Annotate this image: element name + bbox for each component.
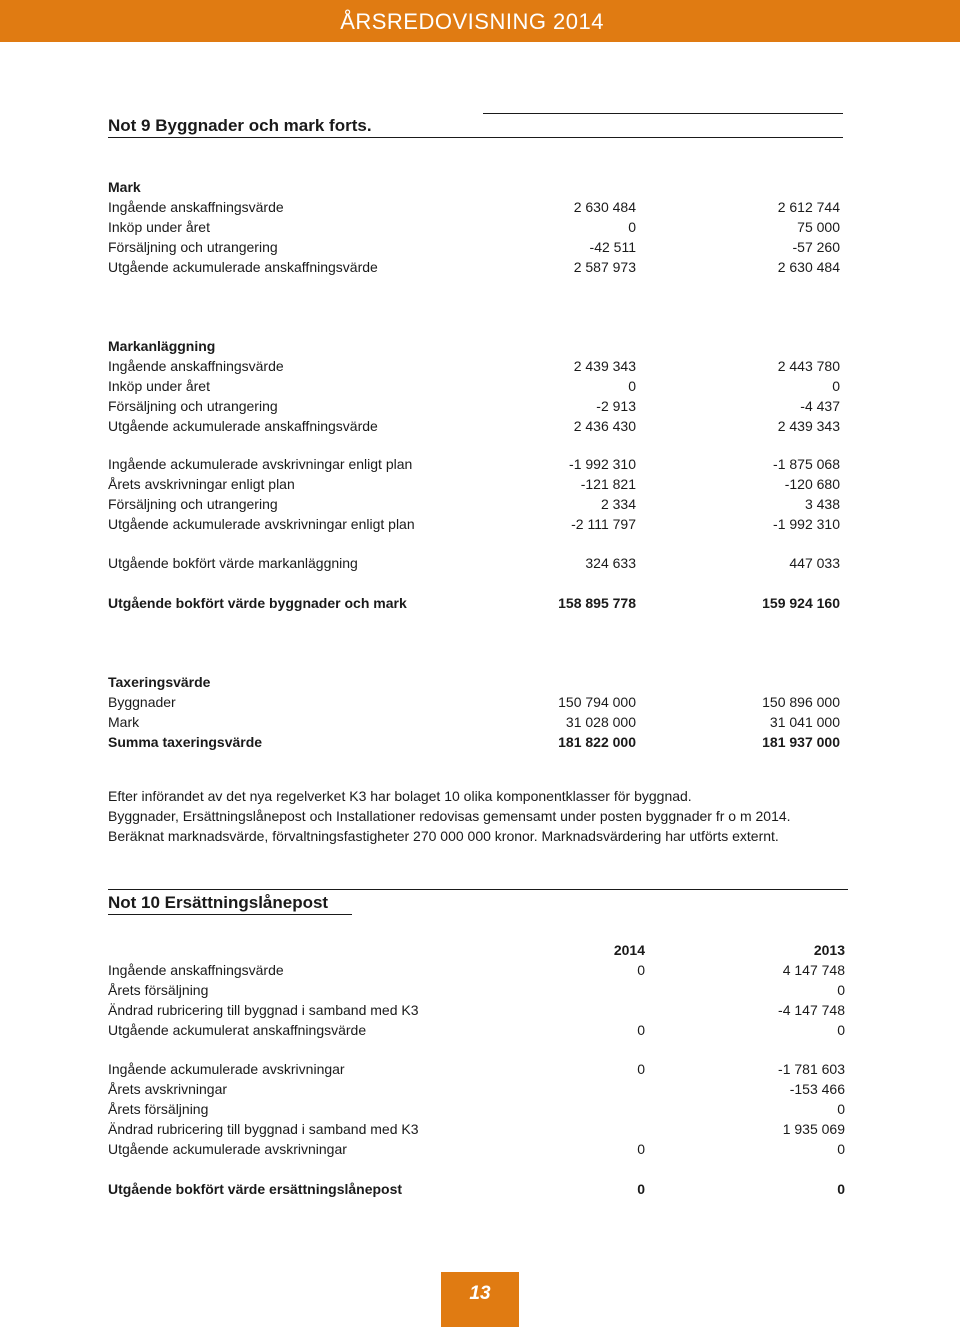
- section-heading-mark: Mark: [108, 179, 141, 195]
- row-label: Försäljning och utrangering: [108, 239, 278, 255]
- value-current-year: -1 992 310: [569, 456, 636, 472]
- title-rule-bottom: [108, 137, 843, 138]
- row-label: Utgående ackumulerade avskrivningar: [108, 1141, 347, 1157]
- value-previous-year: 0: [837, 1141, 845, 1157]
- value-previous-year: 0: [837, 982, 845, 998]
- value-current-year: 0: [637, 1141, 645, 1157]
- value-previous-year: 2 612 744: [777, 199, 840, 215]
- year-header-row: [108, 941, 845, 959]
- value-current-year: 2 630 484: [573, 199, 636, 215]
- value-previous-year: 0: [837, 1022, 845, 1038]
- table-row: [108, 1100, 845, 1118]
- row-label: Ingående anskaffningsvärde: [108, 199, 284, 215]
- book-value-row: [108, 1180, 845, 1198]
- note9-title: Not 9 Byggnader och mark forts.: [108, 116, 372, 135]
- row-label: Ingående ackumulerade avskrivningar: [108, 1061, 345, 1077]
- value-previous-year: 181 937 000: [762, 734, 840, 750]
- value-previous-year: -153 466: [789, 1081, 845, 1097]
- row-label: Inköp under året: [108, 219, 210, 235]
- row-label: Försäljning och utrangering: [108, 496, 278, 512]
- row-label: Ingående ackumulerade avskrivningar enligt plan: [108, 456, 413, 472]
- table-row: [108, 238, 840, 256]
- row-label: Mark: [108, 714, 140, 730]
- value-current-year: 0: [628, 219, 636, 235]
- table-row: [108, 1001, 845, 1019]
- taxering-sum-row: [108, 733, 840, 751]
- row-label: Utgående ackumulerade anskaffningsvärde: [108, 418, 378, 434]
- value-previous-year: 447 033: [789, 555, 840, 571]
- value-previous-year: 4 147 748: [782, 962, 845, 978]
- value-current-year: 181 822 000: [558, 734, 636, 750]
- title-rule-top: [483, 113, 843, 114]
- row-label: Ingående anskaffningsvärde: [108, 358, 284, 374]
- row-label: Byggnader: [108, 694, 176, 710]
- row-label: Inköp under året: [108, 378, 210, 394]
- value-current-year: 0: [637, 1022, 645, 1038]
- section-heading-markanlaggning: Markanläggning: [108, 338, 216, 354]
- page-number: 13: [441, 1272, 519, 1327]
- table-row: [108, 455, 840, 473]
- row-label: Ändrad rubricering till byggnad i samband med K3: [108, 1121, 419, 1137]
- row-label: Utgående ackumulerade anskaffningsvärde: [108, 259, 378, 275]
- row-label: Ändrad rubricering till byggnad i samband med K3: [108, 1002, 419, 1018]
- year-previous: 2013: [813, 942, 845, 958]
- table-row: [108, 1021, 845, 1039]
- year-current: 2014: [613, 942, 645, 958]
- row-label: Årets avskrivningar: [108, 1081, 228, 1097]
- value-current-year: 2 334: [600, 496, 636, 512]
- book-value-row: [108, 554, 840, 572]
- value-previous-year: 3 438: [804, 496, 840, 512]
- table-row: [108, 377, 840, 395]
- table-row: [108, 515, 840, 533]
- row-label: Försäljning och utrangering: [108, 398, 278, 414]
- table-row: [108, 258, 840, 276]
- page-header: [0, 0, 960, 42]
- row-label: Årets försäljning: [108, 1101, 209, 1117]
- value-current-year: 0: [637, 1061, 645, 1077]
- value-previous-year: 0: [837, 1101, 845, 1117]
- row-label: Utgående bokfört värde byggnader och mark: [108, 595, 407, 611]
- value-previous-year: 75 000: [797, 219, 840, 235]
- value-current-year: 0: [637, 962, 645, 978]
- value-current-year: -2 111 797: [571, 516, 636, 532]
- table-row: [108, 495, 840, 513]
- row-label: Summa taxeringsvärde: [108, 734, 263, 750]
- value-previous-year: 150 896 000: [762, 694, 840, 710]
- value-previous-year: 31 041 000: [769, 714, 840, 730]
- value-current-year: 150 794 000: [558, 694, 636, 710]
- table-row: [108, 961, 845, 979]
- note10-title-underline: [108, 914, 352, 915]
- row-label: Utgående bokfört värde markanläggning: [108, 555, 358, 571]
- table-row: [108, 1120, 845, 1138]
- table-row: [108, 417, 840, 435]
- row-label: Årets avskrivningar enligt plan: [108, 476, 295, 492]
- row-label: Utgående ackumulerade avskrivningar enligt plan: [108, 516, 415, 532]
- value-current-year: -2 913: [596, 398, 636, 414]
- value-previous-year: 0: [837, 1181, 845, 1197]
- table-row: [108, 1140, 845, 1158]
- note10-title: Not 10 Ersättningslånepost: [108, 893, 329, 912]
- note-paragraph: Efter införandet av det nya regelverket K3 har bolaget 10 olika komponentklasser för byggnad.: [108, 788, 692, 804]
- report-title: ÅRSREDOVISNING 2014: [340, 9, 604, 34]
- value-previous-year: 2 630 484: [777, 259, 840, 275]
- value-previous-year: -120 680: [784, 476, 840, 492]
- value-previous-year: -1 875 068: [773, 456, 840, 472]
- value-current-year: 0: [637, 1181, 645, 1197]
- note-paragraph: Beräknat marknadsvärde, förvaltningsfastigheter 270 000 000 kronor. Marknadsvärdering har utförts externt.: [108, 828, 779, 844]
- value-current-year: 31 028 000: [565, 714, 636, 730]
- note-paragraph: Byggnader, Ersättningslånepost och Installationer redovisas gemensamt under posten byggnader fr o m 2014.: [108, 808, 791, 824]
- row-label: Utgående ackumulerat anskaffningsvärde: [108, 1022, 367, 1038]
- value-previous-year: -57 260: [792, 239, 840, 255]
- note10-rule-top: [108, 889, 848, 890]
- value-current-year: 2 587 973: [573, 259, 636, 275]
- row-label: Ingående anskaffningsvärde: [108, 962, 284, 978]
- value-previous-year: -1 992 310: [773, 516, 840, 532]
- value-previous-year: -1 781 603: [778, 1061, 845, 1077]
- table-row: [108, 1080, 845, 1098]
- value-current-year: 158 895 778: [558, 595, 636, 611]
- table-row: [108, 981, 845, 999]
- value-previous-year: 159 924 160: [762, 595, 840, 611]
- table-row: [108, 1060, 845, 1078]
- value-previous-year: 0: [832, 378, 840, 394]
- value-current-year: 0: [628, 378, 636, 394]
- value-current-year: 2 439 343: [573, 358, 636, 374]
- section-heading-taxering: Taxeringsvärde: [108, 674, 211, 690]
- row-label: Årets försäljning: [108, 982, 209, 998]
- table-row: [108, 198, 840, 216]
- table-row: [108, 357, 840, 375]
- value-previous-year: 1 935 069: [782, 1121, 845, 1137]
- total-book-value-row: [108, 594, 840, 612]
- table-row: [108, 693, 840, 711]
- value-current-year: 324 633: [585, 555, 636, 571]
- table-row: [108, 475, 840, 493]
- value-previous-year: -4 147 748: [778, 1002, 845, 1018]
- value-current-year: -42 511: [589, 239, 636, 255]
- value-current-year: 2 436 430: [573, 418, 636, 434]
- table-row: [108, 218, 840, 236]
- row-label: Utgående bokfört värde ersättningslånepost: [108, 1181, 403, 1197]
- table-row: [108, 713, 840, 731]
- value-previous-year: 2 439 343: [777, 418, 840, 434]
- value-previous-year: -4 437: [800, 398, 840, 414]
- value-current-year: -121 821: [580, 476, 636, 492]
- value-previous-year: 2 443 780: [777, 358, 840, 374]
- table-row: [108, 397, 840, 415]
